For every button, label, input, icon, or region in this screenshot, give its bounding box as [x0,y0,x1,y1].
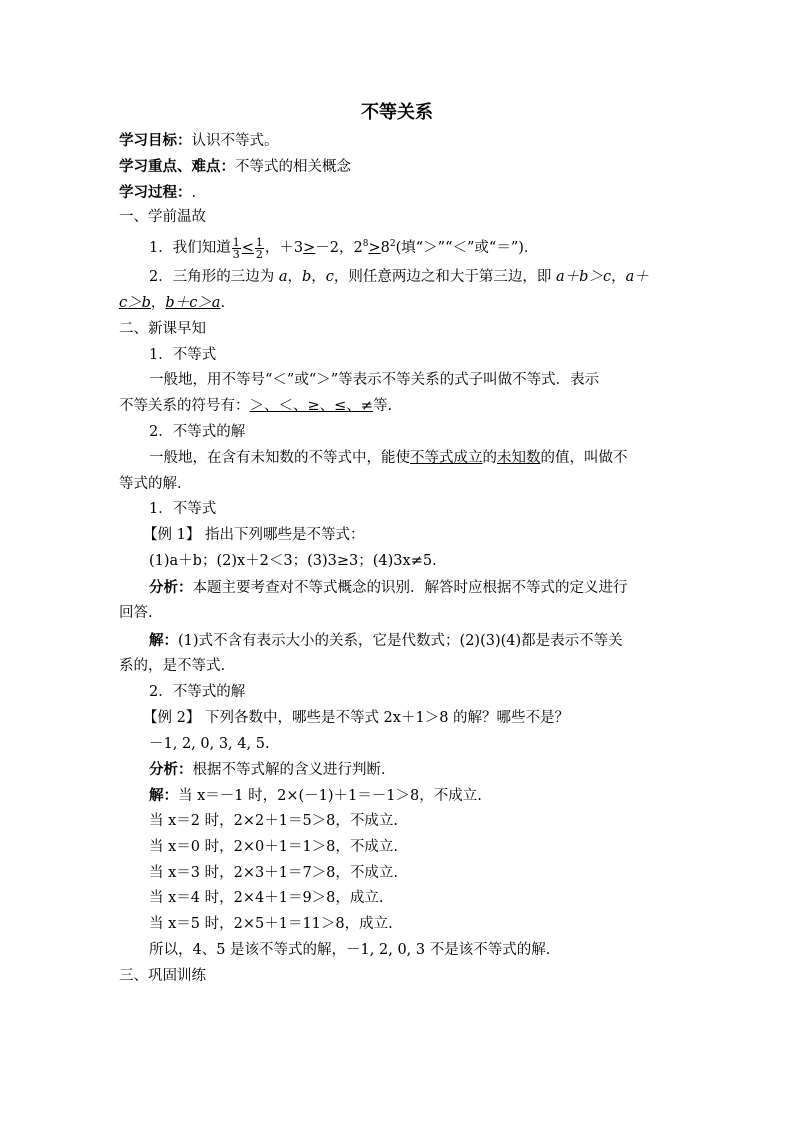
example-1-items: (1)a＋b；(2)x＋2＜3；(3)3≥3；(4)3x≠5. [149,552,437,569]
process-text: . [191,184,197,201]
keypoints-text: 不等式的相关概念 [235,158,351,175]
review-item-1: 1．我们知道 $\frac{1}{3}$ < $\frac{1}{2}$ ，＋3>－2，$2^8>8^2$(填“＞”“＜”或“＝”)． [149,235,539,261]
section-2-heading: 二、新课早知 [119,320,206,337]
answer-blank-2: > [303,240,316,257]
solution-2-conclusion: 所以，4、5 是该不等式的解，－1, 2, 0, 3 不是该不等式的解. [149,941,551,958]
example-2-numbers: －1, 2, 0, 3, 4, 5. [149,735,270,752]
analysis-1-line-2: 回答. [119,604,153,621]
solution-2-line: 当 x＝3 时，2×3＋1＝7＞8，不成立. [149,864,399,881]
solution-1-line-1: 解：(1)式不含有表示大小的关系，它是代数式；(2)(3)(4)都是表示不等关 [149,632,623,650]
fraction-one-half: $\frac{1}{2}$ [255,235,263,261]
section-3-heading: 三、巩固训练 [119,967,206,984]
example-2-prompt: 【例 2】 下列各数中，哪些是不等式 2x＋1＞8 的解？哪些不是？ [143,709,570,726]
document-content [119,98,675,990]
example-section-2-heading: 2．不等式的解 [149,683,246,700]
process-label: 学习过程： [119,183,192,201]
solution-1-line-2: 系的，是不等式. [119,658,226,675]
solution-2-line: 当 x＝5 时，2×5＋1＝11＞8，成立. [149,916,393,933]
objectives-label: 学习目标： [119,132,192,149]
objectives-text: 认识不等式。 [191,133,279,149]
solution-2-line: 当 x＝0 时，2×0＋1＝1＞8，不成立. [149,838,399,855]
definition-inequality-line-1: 一般地，用不等号“＜”或“＞”等表示不等关系的式子叫做不等式．表示 [149,372,600,389]
solution-2-line: 当 x＝4 时，2×4＋1＝9＞8，成立. [149,890,384,907]
section-1-heading: 一、学前温故 [119,209,206,226]
analysis-2: 分析：根据不等式解的含义进行判断． [149,761,396,779]
definition-solution-line-1: 一般地，在含有未知数的不等式中，能使不等式成立的未知数的值，叫做不 [149,449,628,466]
review-item-2-line-2: c＞b，b＋c＞a. [119,294,226,311]
example-section-1-heading: 1．不等式 [149,501,217,518]
fraction-one-third: $\frac{1}{3}$ [232,235,240,261]
definition-solution-line-2: 等式的解． [119,475,192,492]
keypoints-label: 学习重点、难点： [119,157,235,175]
key-points [119,154,675,180]
analysis-1-line-1: 分析：本题主要考查对不等式概念的识别．解答时应根据不等式的定义进行 [149,578,628,596]
solution-2-line: 当 x＝2 时，2×2＋1＝5＞8，不成立. [149,812,399,829]
example-1-prompt: 【例 1】 指出下列哪些是不等式： [143,527,365,544]
learning-objectives [119,128,675,154]
learning-process [119,180,675,206]
page-title: 不等关系 [361,102,433,123]
subheading-inequality: 1．不等式 [149,346,217,363]
answer-blank-3: > [368,240,381,257]
review-item-2-line-1: 2．三角形的三边为 a，b，c，则任意两边之和大于第三边，即 a＋b＞c，a＋ [149,269,649,286]
definition-inequality-line-2: 不等关系的符号有：＞、＜、≥、≤、≠等. [119,398,393,415]
subheading-solution: 2．不等式的解 [149,423,246,440]
answer-blank-1: < [241,240,254,257]
solution-2-line: 解：当 x＝－1 时，2×(－1)＋1＝－1＞8，不成立. [149,787,482,805]
